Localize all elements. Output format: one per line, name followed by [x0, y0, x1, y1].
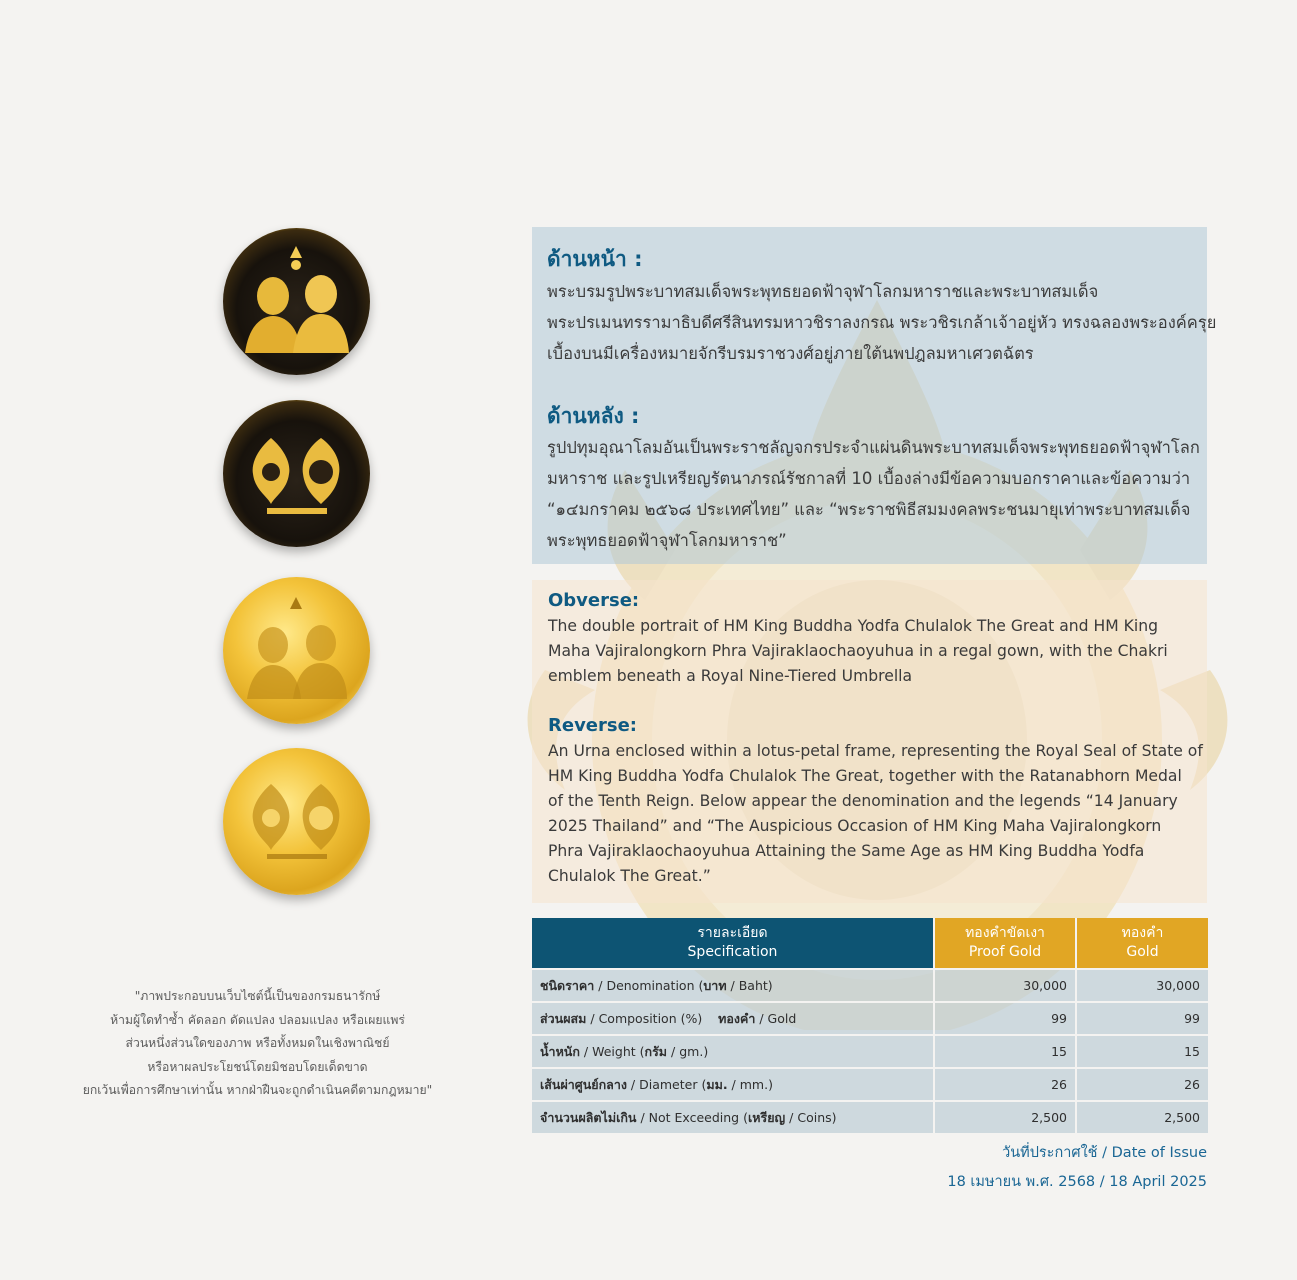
header-proof-thai: ทองคำขัดเงา	[965, 925, 1045, 941]
table-row	[532, 1002, 1208, 1035]
thai-obverse-text	[547, 276, 1217, 369]
proof-value: 30,000	[934, 969, 1076, 1002]
proof-value: 2,500	[934, 1101, 1076, 1133]
urna-medal-icon	[223, 400, 370, 547]
text-line: มหาราช และรูปเหรียญรัตนาภรณ์รัชกาลที่ 10 เบื้องล่างมีข้อความบอกราคาและข้อความว่า	[547, 469, 1191, 488]
specification-table	[532, 918, 1208, 1133]
coin-proof-reverse	[223, 400, 370, 547]
text-line: พระปรเมนทรรามาธิบดีศรีสินทรมหาวชิราลงกรณ พระวชิรเกล้าเจ้าอยู่หัว ทรงฉลองพระองค์ครุย	[547, 313, 1217, 332]
copyright-line: หรือหาผลประโยชน์โดยมิชอบโดยเด็ดขาด	[147, 1059, 368, 1074]
text-line: An Urna enclosed within a lotus-petal frame, representing the Royal Seal of State of	[548, 742, 1203, 760]
coin-proof-obverse	[223, 228, 370, 375]
table-row	[532, 1101, 1208, 1133]
table-header-row	[532, 918, 1208, 969]
header-specification	[532, 918, 934, 969]
double-portrait-icon	[223, 228, 370, 375]
copyright-line: "ภาพประกอบบนเว็บไซต์นี้เป็นของกรมธนารักษ์	[134, 989, 381, 1003]
text-line: Maha Vajiralongkorn Phra Vajiraklaochaoyuhua in a regal gown, with the Chakri	[548, 642, 1168, 660]
english-reverse-text	[548, 739, 1203, 889]
gold-value: 26	[1076, 1068, 1208, 1101]
copyright-line: ยกเว้นเพื่อการศึกษาเท่านั้น หากฝ่าฝืนจะถูกดำเนินคดีตามกฎหมาย"	[82, 1083, 433, 1097]
table-row	[532, 969, 1208, 1002]
header-spec-english: Specification	[687, 944, 778, 960]
gold-value: 99	[1076, 1002, 1208, 1035]
text-line: Phra Vajiraklaochaoyuhua Attaining the Same Age as HM King Buddha Yodfa	[548, 842, 1145, 860]
coin-gold-reverse	[223, 748, 370, 895]
thai-reverse-heading: ด้านหลัง :	[547, 404, 640, 428]
row-label: ส่วนผสม / Composition (%) ทองคำ / Gold	[532, 1002, 934, 1035]
english-obverse-heading: Obverse:	[548, 590, 640, 611]
gold-value: 15	[1076, 1035, 1208, 1068]
header-spec-thai: รายละเอียด	[697, 925, 768, 941]
table-row	[532, 1035, 1208, 1068]
date-of-issue-value: 18 เมษายน พ.ศ. 2568 / 18 April 2025	[947, 1174, 1207, 1190]
header-gold	[1076, 918, 1208, 969]
text-line: Chulalok The Great.”	[548, 867, 711, 885]
header-gold-thai: ทองคำ	[1121, 925, 1164, 941]
row-label: น้ำหนัก / Weight (กรัม / gm.)	[532, 1035, 934, 1068]
english-obverse-text	[548, 614, 1193, 689]
header-proof-gold	[934, 918, 1076, 969]
text-line: พระพุทธยอดฟ้าจุฬาโลกมหาราช”	[547, 531, 787, 550]
header-gold-english: Gold	[1126, 944, 1159, 960]
table-row	[532, 1068, 1208, 1101]
coin-gold-obverse	[223, 577, 370, 724]
text-line: เบื้องบนมีเครื่องหมายจักรีบรมราชวงศ์อยู่ภายใต้นพปฎลมหาเศวตฉัตร	[547, 344, 1034, 363]
thai-reverse-text	[547, 432, 1200, 556]
text-line: “๑๔มกราคม ๒๕๖๘ ประเทศไทย” และ “พระราชพิธีสมมงคลพระชนมายุเท่าพระบาทสมเด็จ	[547, 500, 1191, 519]
english-reverse-heading: Reverse:	[548, 715, 638, 736]
row-label: ชนิดราคา / Denomination (บาท / Baht)	[532, 969, 934, 1002]
text-line: พระบรมรูปพระบาทสมเด็จพระพุทธยอดฟ้าจุฬาโลกมหาราชและพระบาทสมเด็จ	[547, 282, 1099, 301]
gold-value: 30,000	[1076, 969, 1208, 1002]
urna-medal-icon	[223, 748, 370, 895]
copyright-notice	[60, 985, 455, 1103]
row-label: เส้นผ่าศูนย์กลาง / Diameter (มม. / mm.)	[532, 1068, 934, 1101]
copyright-line: ห้ามผู้ใดทำซ้ำ คัดลอก ดัดแปลง ปลอมแปลง หรือเผยแพร่	[110, 1012, 405, 1027]
row-label: จำนวนผลิตไม่เกิน / Not Exceeding (เหรียญ / Coins)	[532, 1101, 934, 1133]
gold-value: 2,500	[1076, 1101, 1208, 1133]
proof-value: 99	[934, 1002, 1076, 1035]
text-line: emblem beneath a Royal Nine-Tiered Umbrella	[548, 667, 913, 685]
copyright-line: ส่วนหนึ่งส่วนใดของภาพ หรือทั้งหมดในเชิงพาณิชย์	[125, 1036, 390, 1050]
double-portrait-icon	[223, 577, 370, 724]
text-line: รูปปทุมอุณาโลมอันเป็นพระราชลัญจกรประจำแผ่นดินพระบาทสมเด็จพระพุทธยอดฟ้าจุฬาโลก	[547, 438, 1200, 457]
text-line: HM King Buddha Yodfa Chulalok The Great, together with the Ratanabhorn Medal	[548, 767, 1182, 785]
text-line: of the Tenth Reign. Below appear the denomination and the legends “14 January	[548, 792, 1178, 810]
proof-value: 15	[934, 1035, 1076, 1068]
text-line: The double portrait of HM King Buddha Yodfa Chulalok The Great and HM King	[548, 617, 1158, 635]
text-line: 2025 Thailand” and “The Auspicious Occasion of HM King Maha Vajiralongkorn	[548, 817, 1162, 835]
header-proof-english: Proof Gold	[968, 944, 1042, 960]
date-of-issue-label: วันที่ประกาศใช้ / Date of Issue	[1002, 1145, 1207, 1161]
thai-obverse-heading: ด้านหน้า :	[547, 247, 643, 271]
proof-value: 26	[934, 1068, 1076, 1101]
